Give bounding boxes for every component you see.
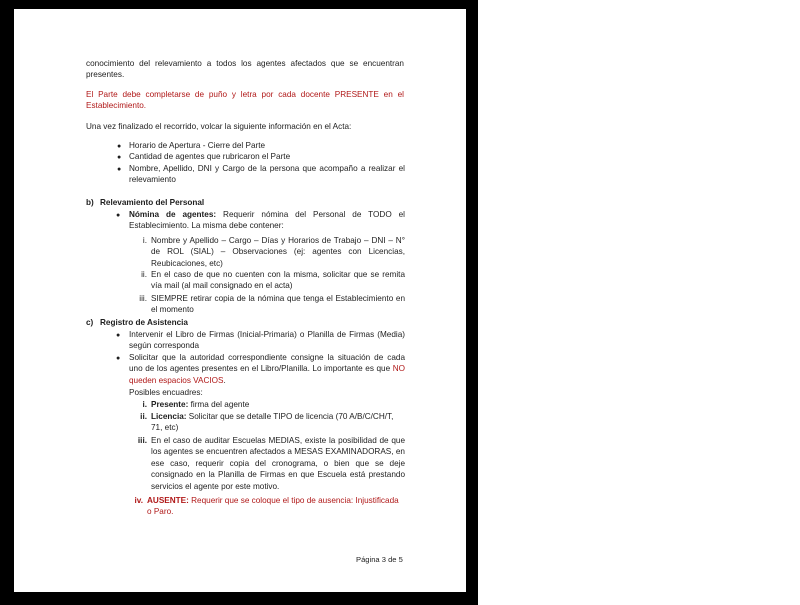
section-title: Relevamiento del Personal: [100, 198, 205, 207]
item-number: iii.: [137, 436, 147, 445]
item-number: ii.: [141, 270, 147, 279]
bullet-icon: ●: [117, 143, 122, 150]
item-lead: Presente:: [151, 400, 189, 409]
item-number: ii.: [140, 412, 147, 421]
bullet2-text-b: .: [223, 375, 226, 385]
item-lead: Licencia:: [151, 412, 187, 421]
frame-right: [466, 0, 478, 605]
bullet2-text-red: NO queden espacios VACIOS: [129, 364, 405, 385]
bullet-icon: ●: [117, 166, 122, 173]
item-text: Requerir que se coloque el tipo de ausencia: Injustificada o Paro.: [147, 496, 399, 517]
posibles-label: Posibles encuadres:: [129, 388, 203, 397]
bullet-icon: ●: [116, 212, 121, 219]
section-title: Registro de Asistencia: [100, 318, 188, 327]
item-text: firma del agente: [188, 400, 250, 409]
section-letter: c): [86, 318, 94, 327]
list-item: Horario de Apertura - Cierre del Parte: [129, 141, 266, 150]
bullet2-text-a: Solicitar que la autoridad correspondiente consigne la situación de cada uno de los agentes presentes en el Libro/Planilla. Lo importante es que: [129, 353, 405, 374]
list-item: Cantidad de agentes que rubricaron el Parte: [129, 152, 291, 161]
item-lead: AUSENTE:: [147, 496, 189, 505]
frame-left: [0, 0, 14, 605]
list-item: En el caso de que no cuenten con la misma, solicitar que se remita vía mail (al mail consignado en el acta): [151, 270, 405, 291]
item-number: i.: [142, 236, 147, 245]
paragraph-parte: El Parte debe completarse de puño y letra por cada docente PRESENTE en el Establecimiento.: [86, 90, 404, 111]
paragraph-acta: Una vez finalizado el recorrido, volcar la siguiente información en el Acta:: [86, 122, 352, 131]
item-number: iii.: [139, 294, 147, 303]
list-item: [129, 352, 405, 386]
nomina-lead: Nómina de agentes:: [129, 210, 217, 219]
list-item: Intervenir el Libro de Firmas (Inicial-Primaria) o Planilla de Firmas (Media) según corresponda: [129, 330, 405, 351]
list-item: En el caso de auditar Escuelas MEDIAS, existe la posibilidad de que los agentes se encuentren afectados a MESAS EXAMINADORAS, en ese caso, requerir copia del cronograma, o bien que se deje consignado en la Planilla de Firmas en que Escuela está prestando servicios el agente por este motivo.: [151, 436, 405, 491]
list-item: Nombre, Apellido, DNI y Cargo de la persona que acompaño a realizar el relevamiento: [129, 164, 405, 185]
section-letter: b): [86, 198, 94, 207]
document-page: [14, 9, 466, 592]
list-item: SIEMPRE retirar copia de la nómina que tenga el Establecimiento en el momento: [151, 294, 405, 315]
frame-top: [0, 0, 478, 9]
paragraph-presentes: conocimiento del relevamiento a todos los agentes afectados que se encuentran presentes.: [86, 59, 404, 80]
bullet-icon: ●: [116, 332, 121, 339]
list-item: [147, 495, 405, 518]
nomina-text: Requerir nómina del Personal de TODO el Establecimiento. La misma debe contener:: [129, 210, 405, 231]
list-item: Nombre y Apellido – Cargo – Días y Horarios de Trabajo – DNI – N° de ROL (SIAL) – Observaciones (ej: agentes con Licencias, Reubicaciones, etc): [151, 236, 405, 268]
page-number: Página 3 de 5: [356, 555, 403, 564]
item-number: iv.: [134, 496, 143, 505]
list-item: [151, 411, 405, 434]
bullet-icon: ●: [116, 355, 121, 362]
nomina-paragraph: [129, 209, 405, 232]
item-number: i.: [142, 400, 147, 409]
bullet-icon: ●: [117, 154, 122, 161]
item-text: Solicitar que se detalle TIPO de licencia (70 A/B/C/CH/T, 71, etc): [151, 412, 394, 433]
frame-bottom: [0, 592, 478, 605]
list-item: [151, 399, 405, 410]
